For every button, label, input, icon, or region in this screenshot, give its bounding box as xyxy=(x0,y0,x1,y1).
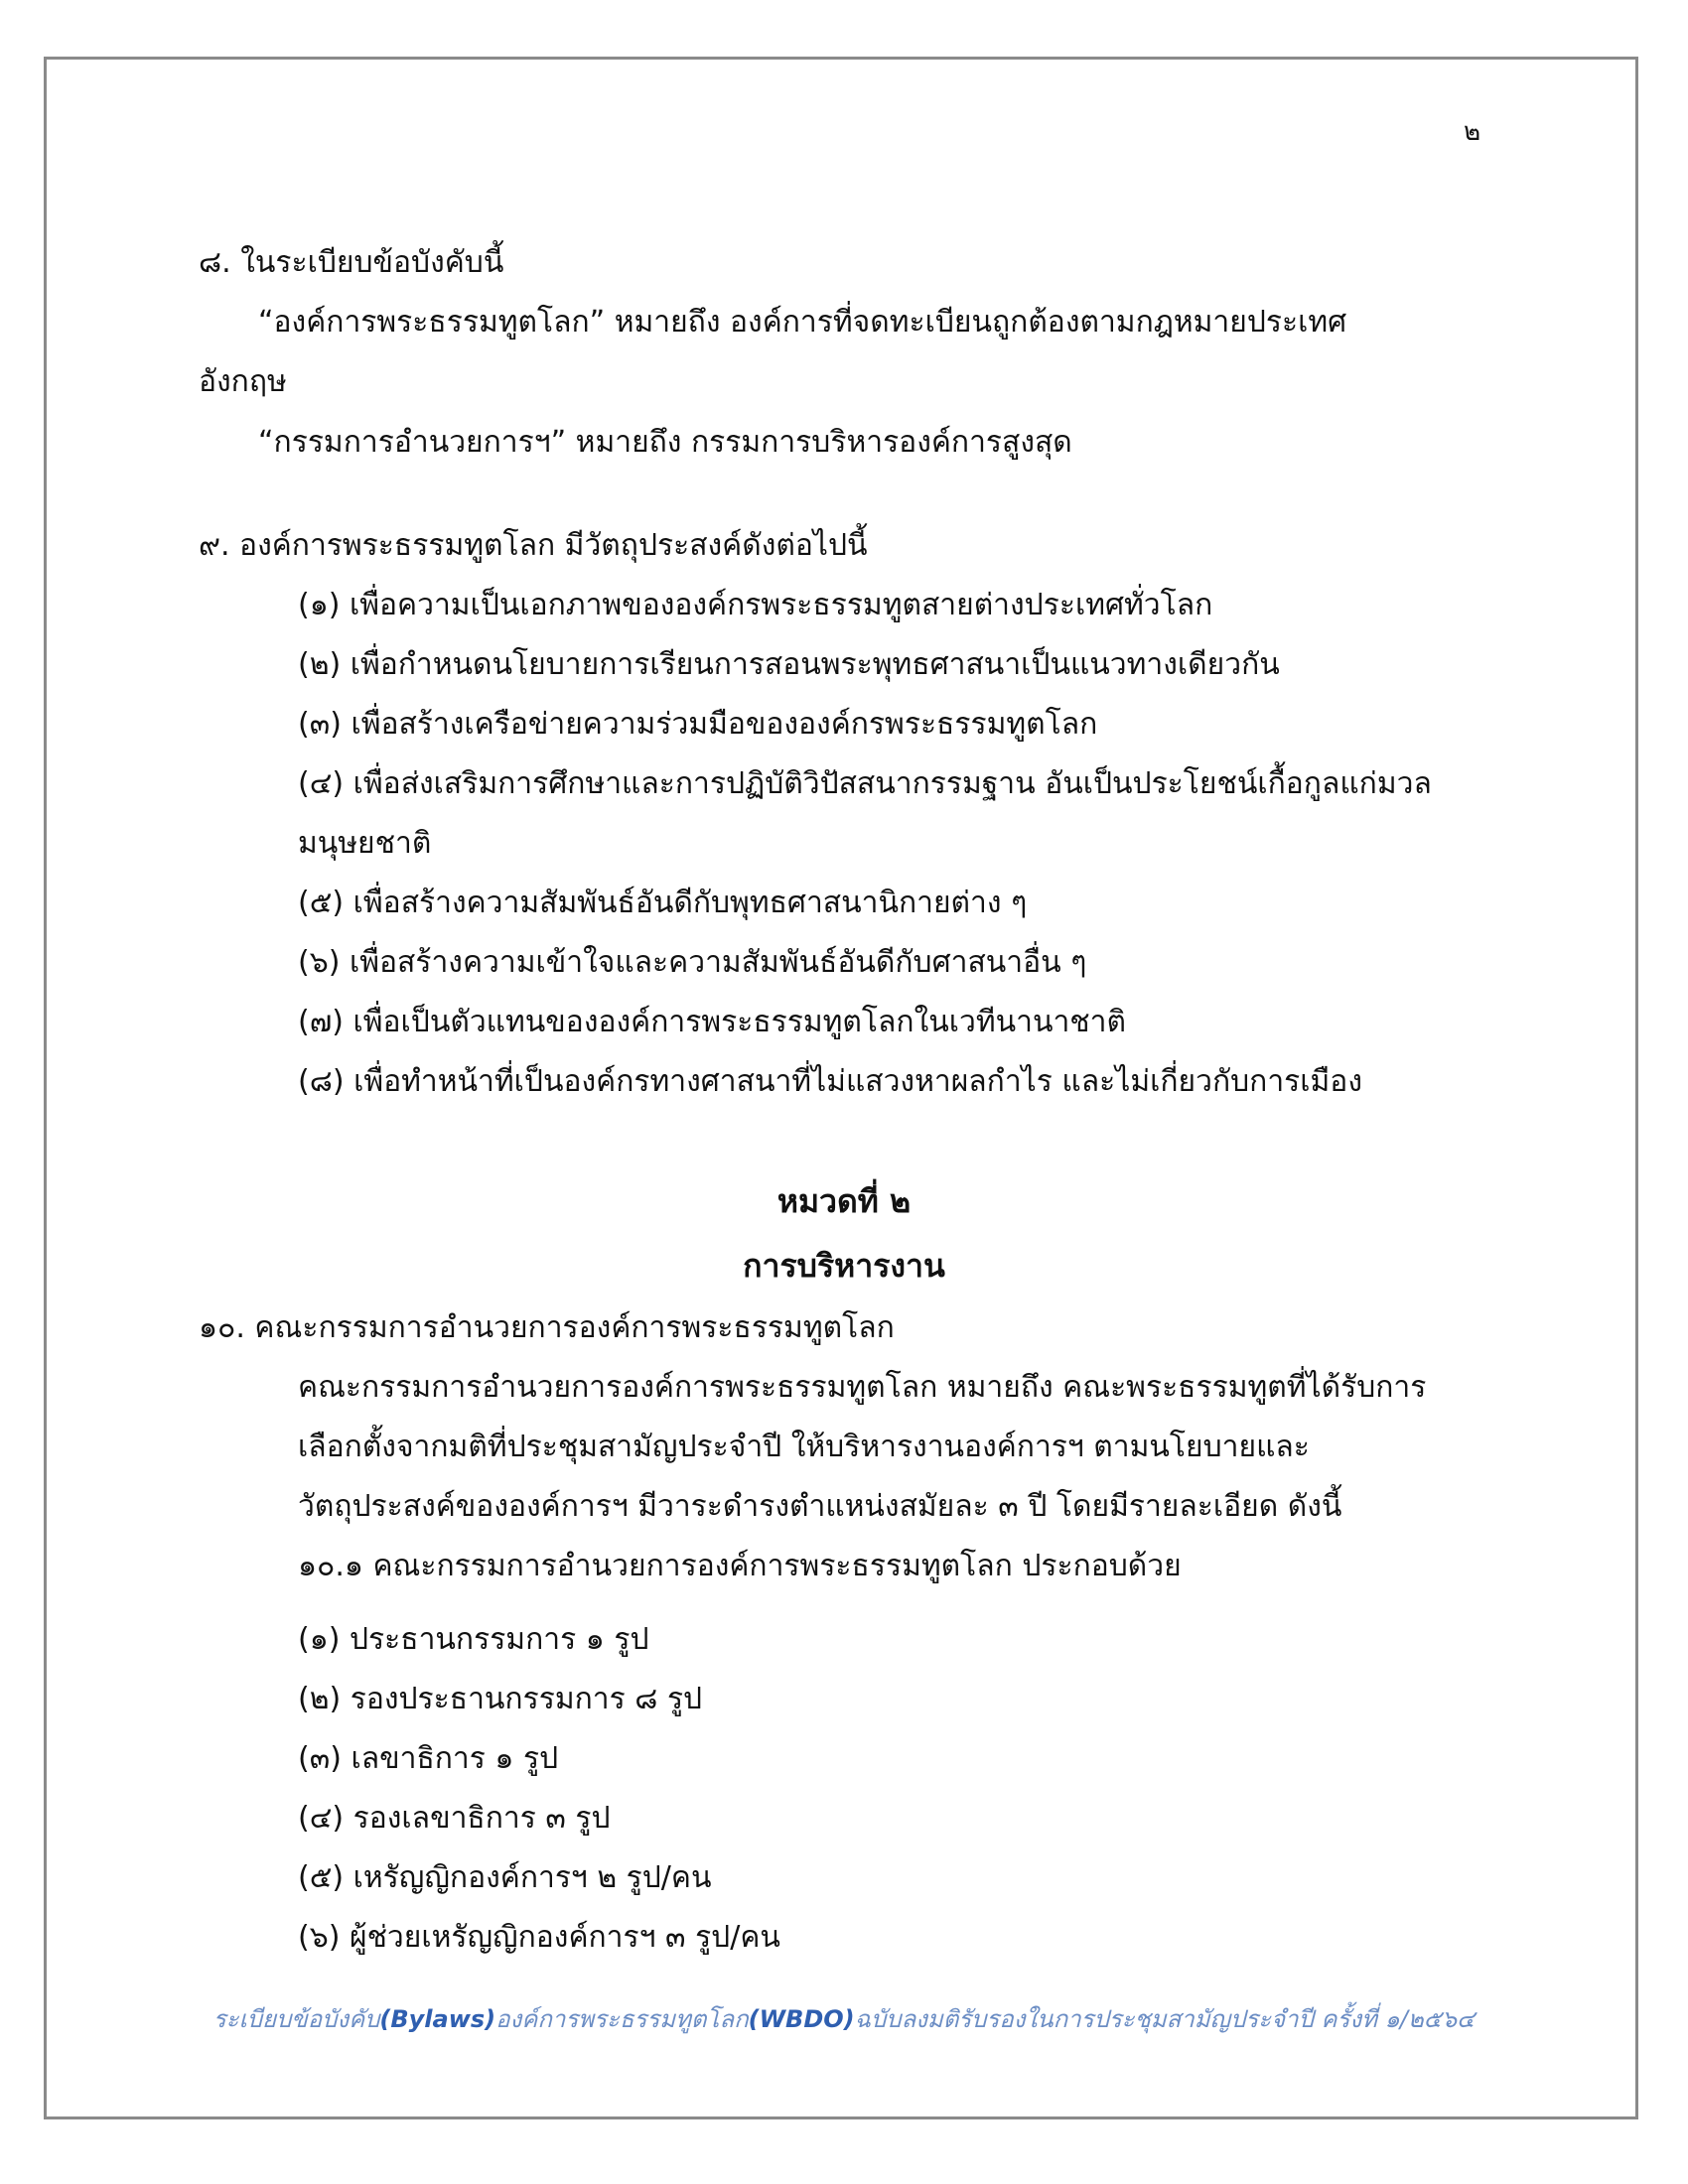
page-number: ๒ xyxy=(1464,117,1481,147)
chapter-title: หมวดที่ ๒ xyxy=(776,1182,912,1220)
committee-member: (๕) เหรัญญิกองค์การฯ ๒ รูป/คน xyxy=(298,1860,712,1895)
committee-member: (๖) ผู้ช่วยเหรัญญิกองค์การฯ ๓ รูป/คน xyxy=(298,1920,780,1955)
objective-item: (๒) เพื่อกำหนดนโยบายการเรียนการสอนพระพุทธศาสนาเป็นแนวทางเดียวกัน xyxy=(298,647,1280,682)
article-10-paragraph: วัตถุประสงค์ขององค์การฯ มีวาระดำรงตำแหน่งสมัยละ ๓ ปี โดยมีรายละเอียด ดังนี้ xyxy=(298,1489,1342,1524)
objective-item: (๑) เพื่อความเป็นเอกภาพขององค์กรพระธรรมทูตสายต่างประเทศทั่วโลก xyxy=(298,588,1213,622)
objective-item-cont: มนุษยชาติ xyxy=(298,826,432,861)
footer-wbdo: (WBDO) xyxy=(748,2005,855,2033)
article-9-heading: ๙. องค์การพระธรรมทูตโลก มีวัตถุประสงค์ดังต่อไปนี้ xyxy=(199,528,868,563)
committee-member: (๒) รองประธานกรรมการ ๘ รูป xyxy=(298,1682,703,1716)
chapter-subtitle: การบริหารงาน xyxy=(743,1247,945,1285)
committee-member: (๔) รองเลขาธิการ ๓ รูป xyxy=(298,1801,611,1836)
page-footer xyxy=(0,1999,1688,2038)
objective-item: (๖) เพื่อสร้างความเข้าใจและความสัมพันธ์อันดีกับศาสนาอื่น ๆ xyxy=(298,945,1087,980)
section-10-1-heading: ๑๐.๑ คณะกรรมการอำนวยการองค์การพระธรรมทูตโลก ประกอบด้วย xyxy=(298,1549,1182,1583)
footer-text: องค์การพระธรรมทูตโลก xyxy=(495,2005,749,2033)
article-10-paragraph: คณะกรรมการอำนวยการองค์การพระธรรมทูตโลก หมายถึง คณะพระธรรมทูตที่ได้รับการ xyxy=(298,1370,1427,1405)
objective-item: (๘) เพื่อทำหน้าที่เป็นองค์กรทางศาสนาที่ไม่แสวงหาผลกำไร และไม่เกี่ยวกับการเมือง xyxy=(298,1064,1362,1099)
objective-item: (๔) เพื่อส่งเสริมการศึกษาและการปฏิบัติวิปัสสนากรรมฐาน อันเป็นประโยชน์เกื้อกูลแก่มวล xyxy=(298,766,1432,801)
article-10-paragraph: เลือกตั้งจากมติที่ประชุมสามัญประจำปี ให้บริหารงานองค์การฯ ตามนโยบายและ xyxy=(298,1430,1310,1464)
committee-member: (๓) เลขาธิการ ๑ รูป xyxy=(298,1741,559,1776)
objective-item: (๗) เพื่อเป็นตัวแทนขององค์การพระธรรมทูตโลกในเวทีนานาชาติ xyxy=(298,1005,1126,1039)
objective-item: (๓) เพื่อสร้างเครือข่ายความร่วมมือขององค์กรพระธรรมทูตโลก xyxy=(298,707,1098,742)
committee-member: (๑) ประธานกรรมการ ๑ รูป xyxy=(298,1622,649,1657)
footer-text: ฉบับลงมติรับรองในการประชุมสามัญประจำปี ครั้งที่ ๑/๒๕๖๔ xyxy=(854,2005,1476,2033)
article-10-heading: ๑๐. คณะกรรมการอำนวยการองค์การพระธรรมทูตโลก xyxy=(199,1310,895,1345)
article-8-heading: ๘. ในระเบียบข้อบังคับนี้ xyxy=(199,245,504,280)
objective-item: (๕) เพื่อสร้างความสัมพันธ์อันดีกับพุทธศาสนานิกายต่าง ๆ xyxy=(298,886,1028,920)
definition-wbdo: “องค์การพระธรรมทูตโลก” หมายถึง องค์การที่จดทะเบียนถูกต้องตามกฎหมายประเทศ xyxy=(258,305,1347,340)
definition-wbdo-cont: อังกฤษ xyxy=(199,364,287,399)
footer-text: ระเบียบข้อบังคับ xyxy=(212,2005,380,2033)
footer-bylaws: (Bylaws) xyxy=(379,2005,496,2033)
definition-committee: “กรรมการอำนวยการฯ” หมายถึง กรรมการบริหารองค์การสูงสุด xyxy=(258,425,1072,460)
